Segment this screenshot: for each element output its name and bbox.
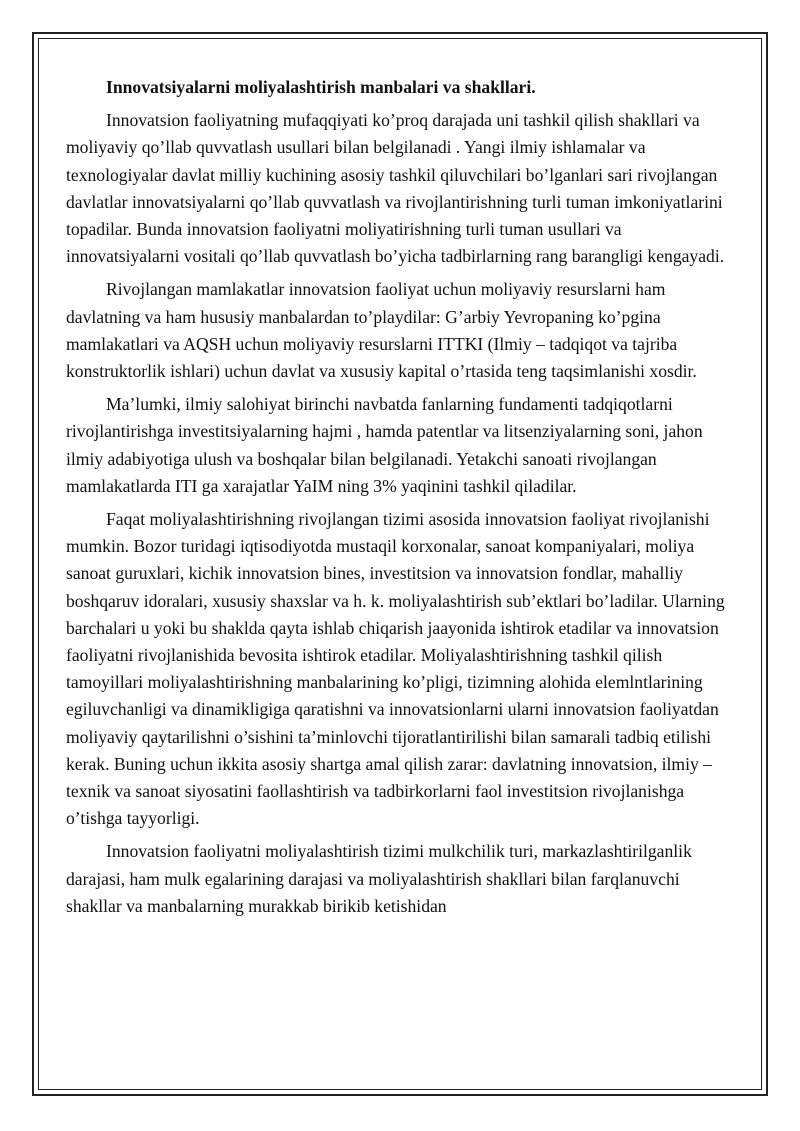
paragraph-5: Innovatsion faoliyatni moliyalashtirish tizimi mulkchilik turi, markazlashtirilganlik darajasi, ham mulk egalarining darajasi va moliyalashtirish shakllari bilan farqlanuvchi shakllar va manbalarning murakkab birikib ketishidan <box>66 841 692 916</box>
paragraph-2: Rivojlangan mamlakatlar innovatsion faoliyat uchun moliyaviy resurslarni ham davlatning va ham hususiy manbalardan to’playdilar: G’arbiy Yevropaning ko’pgina mamlakatlari va AQSH uchun moliyaviy resurslarni ITTKI (Ilmiy – tadqiqot va tajriba konstruktorlik ishlari) uchun davlat va xususiy kapital o’rtasida teng taqsimlanishi xosdir. <box>66 279 697 382</box>
paragraph-3: Ma’lumki, ilmiy salohiyat birinchi navbatda fanlarning fundamenti tadqiqotlarni rivojlantirishga investitsiyalarning hajmi , hamda patentlar va litsenziyalarning soni, jahon ilmiy adabiyotiga ulush va boshqalar bilan belgilanadi. Yetakchi sanoati rivojlangan mamlakatlarda ITI ga xarajatlar YaIM ning 3% yaqinini tashkil qiladilar. <box>66 394 703 496</box>
paragraph-4: Faqat moliyalashtirishning rivojlangan tizimi asosida innovatsion faoliyat rivojlanishi mumkin. Bozor turidagi iqtisodiyotda mustaqil korxonalar, sanoat kompaniyalari, moliya sanoat guruxlari, kichik innovatsion bines, investitsion va innovatsion fondlar, mahalliy boshqaruv idoralari, xususiy shaxslar va h. k. moliyalashtirish sub’ektlari bo’ladilar. Ularning barchalari u yoki bu shaklda qayta ishlab chiqarish jaayonida ishtirok etadilar va innovatsion faoliyatni rivojlanishida bevosita ishtirok etadilar. Moliyalashtirishning tashkil qilish tamoyillari moliyalashtirishning manbalarining ko’pligi, tizimning alohida elemlntlarining egiluvchanligi va dinamikligiga qaratishni va innovatsionlarni ularni innovatsion faoliyatdan moliyaviy qaytarilishni o’sishini ta’minlovchi tijoratlantirilishi bilan samarali tadbiq etilishi kerak. Buning uchun ikkita asosiy shartga amal qilish zarar: davlatning innovatsion, ilmiy – texnik va sanoat siyosatini faollashtirish va tadbirkorlarni faol investitsion rivojlanishga o’tishga tayyorligi. <box>66 509 725 829</box>
document-title: Innovatsiyalarni moliyalashtirish manbalari va shakllari. <box>106 77 536 97</box>
paragraph-1: Innovatsion faoliyatning mufaqqiyati ko’proq darajada uni tashkil qilish shakllari va moliyaviy qo’llab quvvatlash usullari bilan belgilanadi . Yangi ilmiy ishlamalar va texnologiyalar davlat milliy kuchining asosiy tashkil qiluvchilari bo’lganlari sari rivojlangan davlatlar innovatsiyalarni qo’llab quvvatlash va rivojlantirishning turli tuman imkoniyatlarini topadilar. Bunda innovatsion faoliyatni moliyatirishning turli tuman usullari va innovatsiyalarni vositali qo’llab quvvatlash bo’yicha tadbirlarning rang barangligi kengayadi. <box>66 110 725 267</box>
document-body <box>66 74 738 926</box>
